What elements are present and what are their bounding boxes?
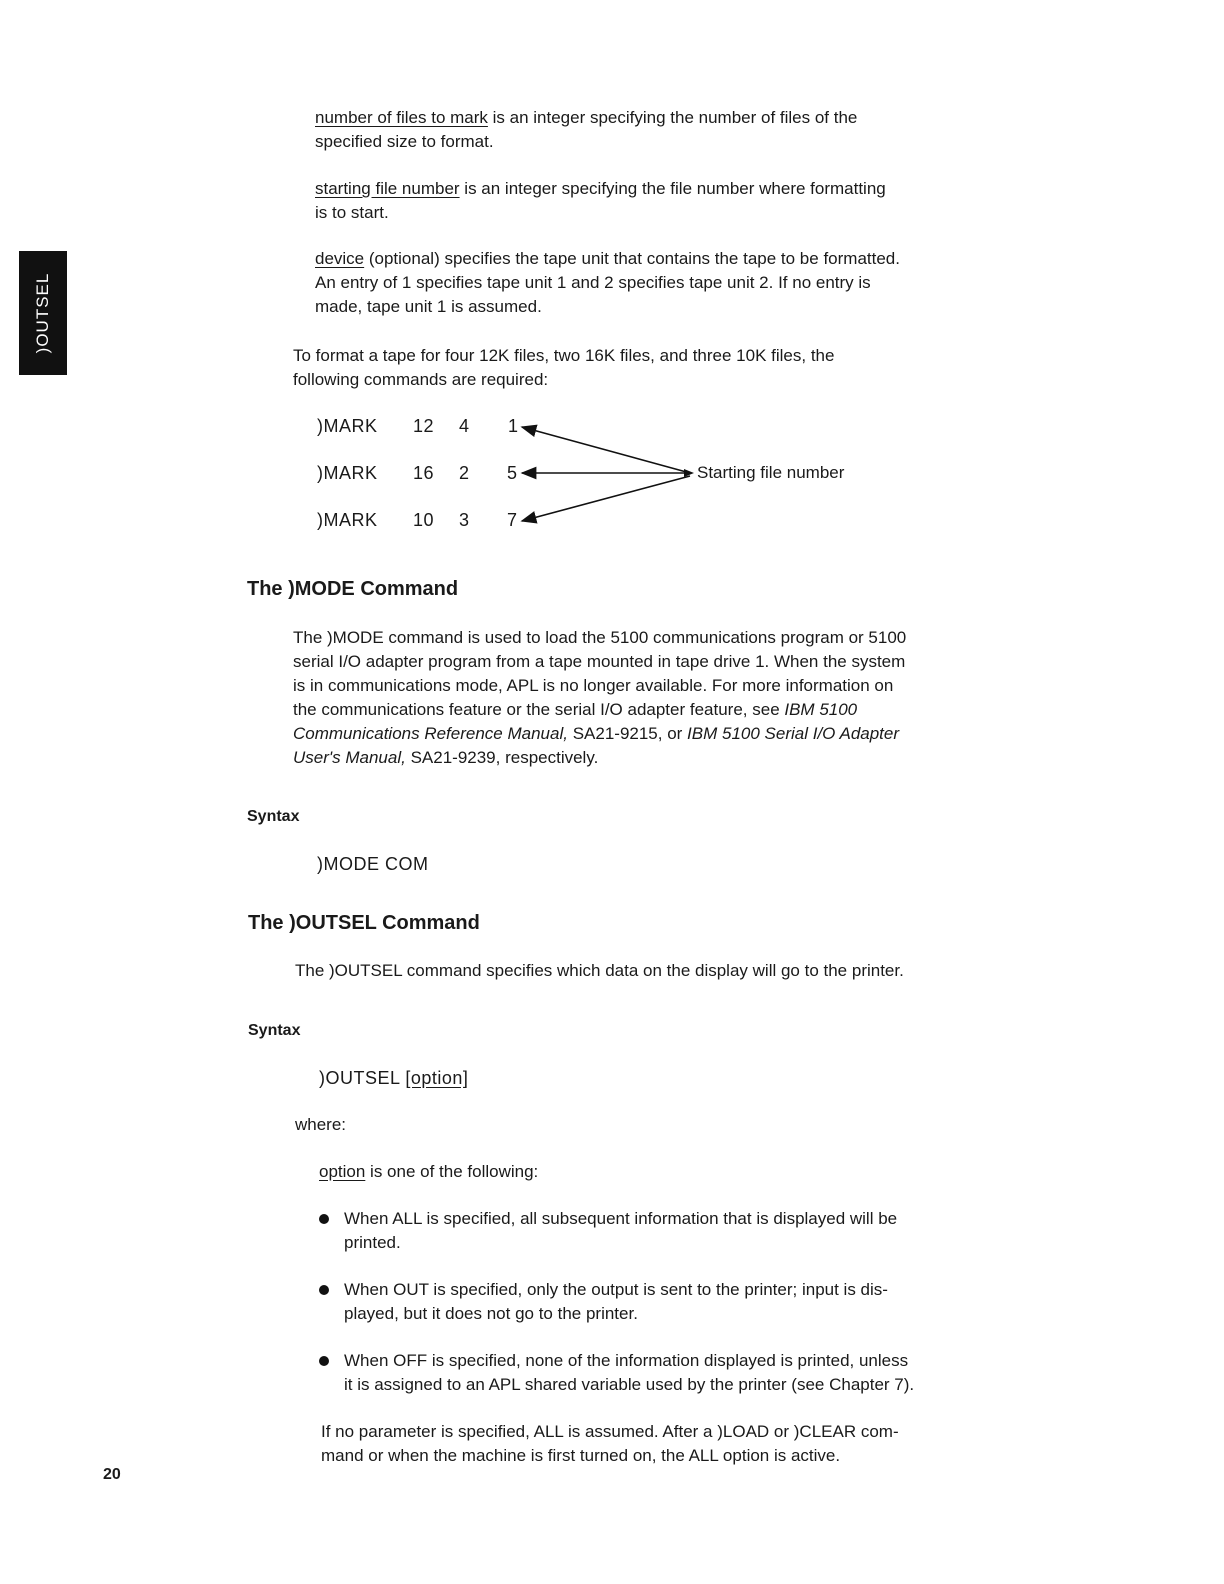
manual-title: IBM 5100 Serial I/O Adapter — [687, 724, 900, 743]
outsel-heading: The )OUTSEL Command — [248, 912, 480, 934]
where-label: where: — [295, 1115, 347, 1134]
arrow-to-7 — [522, 476, 690, 521]
paragraph-line: the communications feature or the serial I/O adapter feature, see IBM 5100 — [293, 700, 858, 719]
def-text: is an integer specifying the file number where formatting — [459, 179, 886, 198]
manual-title: IBM 5100 — [784, 700, 858, 719]
page-number: 20 — [103, 1466, 121, 1483]
paragraph-line: User's Manual, SA21-9239, respectively. — [293, 748, 599, 767]
outsel-syntax — [319, 1066, 468, 1090]
closing-paragraph — [321, 1420, 899, 1468]
def-text: is an integer specifying the number of files of the — [487, 108, 858, 127]
paragraph-line: If no parameter is specified, ALL is assumed. After a )LOAD or )CLEAR com- — [321, 1422, 899, 1441]
def-text: An entry of 1 specifies tape unit 1 and 2 specifies tape unit 2. If no entry is — [315, 273, 871, 292]
mark-size: 16 — [413, 463, 435, 483]
bullet-icon — [319, 1356, 329, 1366]
manual-title: User's Manual, — [293, 748, 406, 767]
manual-title: Communications Reference Manual, — [293, 724, 568, 743]
bullet-line: When OUT is specified, only the output is sent to the printer; input is dis- — [344, 1280, 888, 1299]
mark-start: 1 — [508, 416, 519, 436]
side-tab-label: )OUTSEL — [33, 272, 52, 354]
def-text: made, tape unit 1 is assumed. — [315, 297, 542, 316]
bullet-line: When ALL is specified, all subsequent information that is displayed will be — [344, 1209, 898, 1228]
paragraph-line: Communications Reference Manual, SA21-9215, or IBM 5100 Serial I/O Adapter — [293, 724, 900, 743]
bullet-line: When OFF is specified, none of the information displayed is printed, unless — [344, 1351, 909, 1370]
syntax-param: [option] — [405, 1068, 469, 1088]
outsel-intro: The )OUTSEL command specifies which data on the display will go to the printer. — [295, 961, 904, 980]
def-term: device — [315, 249, 365, 268]
def-text: specified size to format. — [315, 132, 494, 151]
bullet-line: played, but it does not go to the printer. — [344, 1304, 638, 1323]
mark-count: 4 — [459, 416, 470, 436]
paragraph-line: To format a tape for four 12K files, two 16K files, and three 10K files, the — [293, 346, 835, 365]
callout-label: Starting file number — [697, 463, 845, 482]
mark-cmd: )MARK — [317, 463, 378, 483]
bullet-icon — [319, 1214, 329, 1224]
def-text: is to start. — [315, 203, 389, 222]
bullet-line: it is assigned to an APL shared variable used by the printer (see Chapter 7). — [344, 1375, 915, 1394]
bullet-item-out — [319, 1278, 888, 1326]
mark-count: 3 — [459, 510, 470, 530]
mark-size: 10 — [413, 510, 435, 530]
mark-count: 2 — [459, 463, 470, 483]
arrow-to-1 — [522, 427, 690, 473]
bullet-line: printed. — [344, 1233, 401, 1252]
mode-syntax: )MODE COM — [317, 854, 429, 874]
mark-start: 5 — [507, 463, 518, 483]
bullet-item-off — [319, 1349, 914, 1397]
option-term: option — [319, 1162, 366, 1181]
option-desc: is one of the following: — [365, 1162, 539, 1181]
mark-cmd: )MARK — [317, 416, 378, 436]
paragraph-line: mand or when the machine is first turned on, the ALL option is active. — [321, 1446, 841, 1465]
paragraph-line: is in communications mode, APL is no longer available. For more information on — [293, 676, 894, 695]
mode-heading: The )MODE Command — [247, 578, 459, 600]
mark-size: 12 — [413, 416, 435, 436]
def-term: number of files to mark — [315, 108, 488, 127]
mark-cmd: )MARK — [317, 510, 378, 530]
paragraph-line: following commands are required: — [293, 370, 549, 389]
def-text: (optional) specifies the tape unit that contains the tape to be formatted. — [364, 249, 900, 268]
def-term: starting file number — [315, 179, 460, 198]
bullet-item-all — [319, 1207, 897, 1255]
syntax-command: )OUTSEL — [319, 1068, 406, 1088]
bullet-icon — [319, 1285, 329, 1295]
option-definition — [319, 1160, 538, 1184]
mark-start: 7 — [507, 510, 518, 530]
paragraph-line: The )MODE command is used to load the 5100 communications program or 5100 — [293, 628, 907, 647]
mode-paragraph — [293, 626, 906, 770]
paragraph-line: serial I/O adapter program from a tape mounted in tape drive 1. When the system — [293, 652, 906, 671]
mode-syntax-heading: Syntax — [247, 808, 300, 825]
outsel-syntax-heading: Syntax — [248, 1022, 301, 1039]
